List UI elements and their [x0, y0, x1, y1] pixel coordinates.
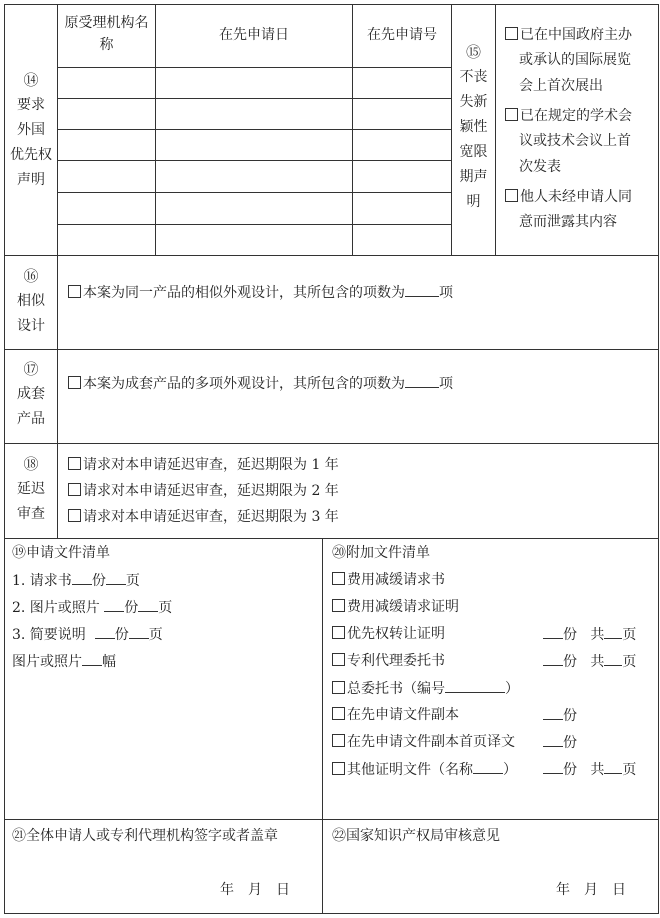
blank[interactable] — [604, 624, 622, 639]
attach-item-other-proof-count: 份 共 页 — [543, 759, 636, 780]
set-label-text: 成套 产品 — [17, 386, 45, 427]
set-label — [10, 357, 52, 432]
divider-5 — [4, 819, 659, 820]
novelty-option-1-cont: 或承认的国际展览 — [519, 52, 631, 68]
checkbox[interactable] — [68, 483, 81, 496]
blank[interactable] — [543, 651, 563, 666]
attach-item-priority-transfer[interactable]: 优先权转让证明 — [332, 624, 445, 644]
delay-option-2[interactable]: 请求对本申请延迟审查，延迟期限为 2 年 — [68, 481, 339, 501]
novelty-option-2-cont: 议或技术会议上首 — [519, 133, 631, 149]
set-option[interactable]: 本案为成套产品的多项外观设计，其所包含的项数为 项 — [68, 373, 453, 394]
attach-item-agent-power[interactable]: 专利代理委托书 — [332, 651, 445, 671]
priority-row-line — [57, 129, 452, 130]
blank[interactable] — [473, 759, 503, 774]
blank[interactable] — [543, 624, 563, 639]
checkbox[interactable] — [332, 707, 345, 720]
similar-number: ⑯ — [23, 267, 39, 285]
blank[interactable] — [543, 759, 563, 774]
priority-row-line — [57, 192, 452, 193]
blank[interactable] — [106, 570, 126, 585]
priority-row-line — [57, 160, 452, 161]
attach-item-agent-power-count: 份 共 页 — [543, 651, 636, 672]
blank[interactable] — [445, 678, 505, 693]
bottom-split-line — [322, 538, 323, 914]
delay-label-text: 延迟 审查 — [17, 481, 45, 522]
delay-label — [10, 452, 52, 527]
frame-bottom — [4, 913, 659, 914]
attach-item-fee-request[interactable]: 费用减缓请求书 — [332, 570, 445, 590]
review-date: 年 月 日 — [556, 882, 626, 898]
priority-label-text: 要求 外国 优先权 声明 — [10, 97, 52, 188]
blank[interactable] — [72, 570, 92, 585]
attach-item-prior-translation[interactable]: 在先申请文件副本首页译文 — [332, 732, 515, 752]
priority-label — [10, 68, 52, 193]
col-header-date: 在先申请日 — [219, 27, 289, 43]
attach-item-prior-copy[interactable]: 在先申请文件副本 — [332, 705, 459, 725]
blank[interactable] — [95, 624, 115, 639]
doc-list-title: ⑲申请文件清单 — [12, 545, 110, 561]
novelty-col-line — [495, 4, 496, 256]
checkbox[interactable] — [505, 108, 518, 121]
checkbox[interactable] — [332, 762, 345, 775]
doc-item-brief: 3. 简要说明 份 页 — [12, 624, 163, 645]
checkbox[interactable] — [505, 27, 518, 40]
checkbox[interactable] — [68, 457, 81, 470]
blank[interactable] — [129, 624, 149, 639]
frame-top — [4, 4, 659, 5]
col-header-office: 原受理机构名称 — [64, 15, 149, 53]
similar-option[interactable]: 本案为同一产品的相似外观设计，其所包含的项数为 项 — [68, 282, 453, 303]
blank[interactable] — [604, 651, 622, 666]
frame-left — [4, 4, 5, 914]
novelty-label — [452, 40, 495, 215]
checkbox[interactable] — [332, 734, 345, 747]
divider-1 — [4, 255, 659, 256]
blank[interactable] — [138, 597, 158, 612]
checkbox[interactable] — [68, 509, 81, 522]
attach-item-fee-proof[interactable]: 费用减缓请求证明 — [332, 597, 459, 617]
divider-3 — [4, 443, 659, 444]
priority-number: ⑭ — [23, 71, 39, 89]
delay-option-1[interactable]: 请求对本申请延迟审查，延迟期限为 1 年 — [68, 455, 339, 475]
novelty-label-text: 不丧 失新 颖性 宽限 期声 明 — [459, 69, 488, 210]
divider-2 — [4, 349, 659, 350]
blank[interactable] — [104, 597, 124, 612]
attach-item-general-power[interactable]: 总委托书（编号 ） — [332, 678, 519, 699]
attach-item-prior-copy-count: 份 — [543, 705, 577, 726]
blank[interactable] — [604, 759, 622, 774]
novelty-option-3[interactable]: 他人未经申请人同 — [505, 187, 632, 207]
attach-item-priority-transfer-count: 份 共 页 — [543, 624, 636, 645]
novelty-option-1-cont: 会上首次展出 — [519, 78, 603, 94]
divider-4 — [4, 538, 659, 539]
priority-row-line — [57, 224, 452, 225]
novelty-option-3-cont: 意而泄露其内容 — [519, 214, 617, 230]
signature-date[interactable]: 年 月 日 — [220, 882, 290, 898]
similar-label-text: 相似 设计 — [17, 293, 45, 334]
priority-row-line — [57, 98, 452, 99]
attach-item-prior-translation-count: 份 — [543, 732, 577, 753]
delay-number: ⑱ — [23, 455, 39, 473]
signature-title: ㉑全体申请人或专利代理机构签字或者盖章 — [12, 828, 278, 844]
priority-row-line — [57, 67, 452, 68]
novelty-number: ⑮ — [465, 43, 481, 61]
similar-label — [10, 264, 52, 339]
blank[interactable] — [82, 651, 102, 666]
checkbox[interactable] — [332, 599, 345, 612]
novelty-option-2-cont: 次发表 — [519, 159, 561, 175]
review-title: ㉒国家知识产权局审核意见 — [332, 828, 500, 844]
frame-right — [658, 4, 659, 914]
attach-list-title: ⑳附加文件清单 — [332, 545, 430, 561]
doc-item-images: 2. 图片或照片 份 页 — [12, 597, 172, 618]
doc-item-request: 1. 请求书 份 页 — [12, 570, 140, 591]
checkbox[interactable] — [68, 376, 81, 389]
checkbox[interactable] — [332, 626, 345, 639]
attach-item-other-proof[interactable]: 其他证明文件（名称 ） — [332, 759, 517, 780]
label-col-line — [57, 4, 58, 539]
checkbox[interactable] — [332, 681, 345, 694]
set-number: ⑰ — [23, 360, 39, 378]
checkbox[interactable] — [505, 189, 518, 202]
similar-count-blank[interactable] — [405, 282, 439, 297]
blank[interactable] — [543, 732, 563, 747]
checkbox[interactable] — [68, 285, 81, 298]
doc-item-image-count: 图片或照片 幅 — [12, 651, 116, 672]
checkbox[interactable] — [332, 653, 345, 666]
novelty-option-1[interactable]: 已在中国政府主办 — [505, 25, 632, 45]
set-count-blank[interactable] — [405, 373, 439, 388]
col-header-number: 在先申请号 — [367, 27, 437, 43]
checkbox[interactable] — [332, 572, 345, 585]
novelty-option-2[interactable]: 已在规定的学术会 — [505, 106, 632, 126]
blank[interactable] — [543, 705, 563, 720]
delay-option-3[interactable]: 请求对本申请延迟审查，延迟期限为 3 年 — [68, 507, 339, 527]
